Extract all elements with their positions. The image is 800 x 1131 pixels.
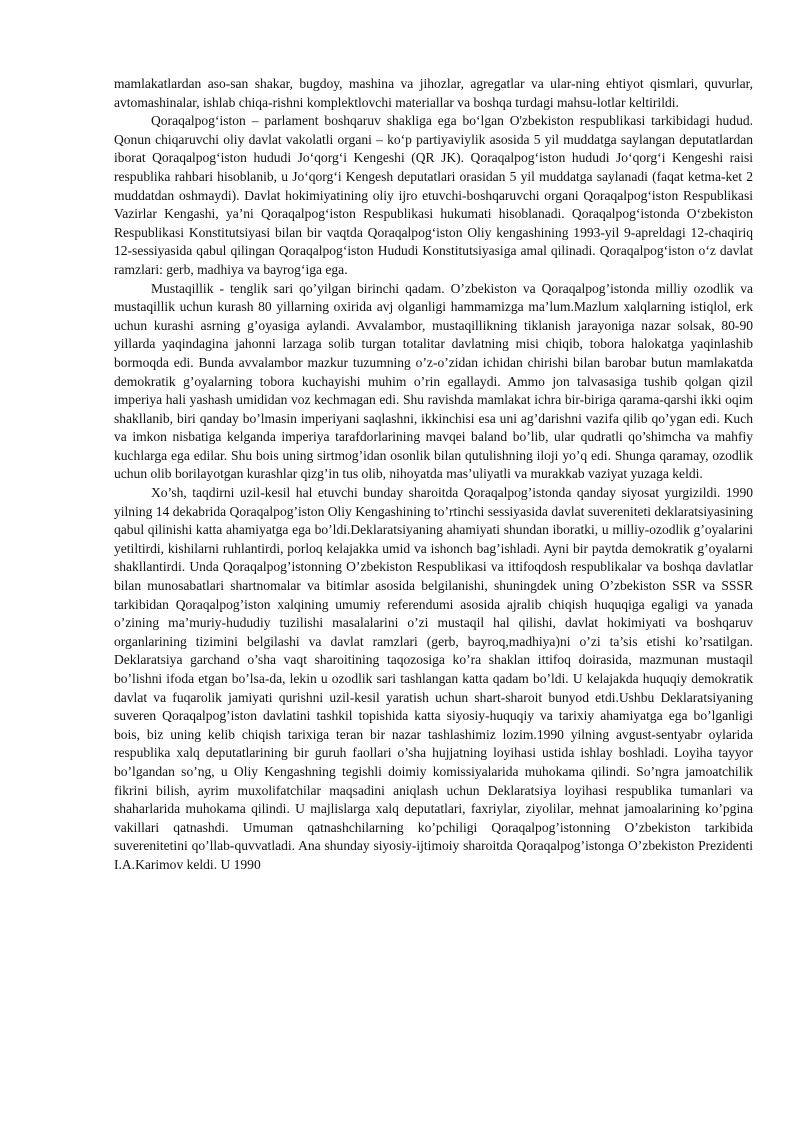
document-page	[114, 75, 753, 875]
paragraph-continuation: mamlakatlardan aso-san shakar, bugdoy, mashina va jihozlar, agregatlar va ular-ning ehtiyot qismlari, quvurlar, avtomashinalar, ishlab chiqa-rishni komplektlovchi materiallar va boshqa turdagi mahsu-lotlar keltirildi.	[114, 76, 753, 110]
paragraph-sovereignty-declaration: Xo’sh, taqdirni uzil-kesil hal etuvchi bunday sharoitda Qoraqalpog’istonda qanday siyosat yurgizildi. 1990 yilning 14 dekabrida Qoraqalpog’iston Oliy Kengashining to’rtinchi sessiyasida davlat suvereniteti deklaratsiyasining qabul qilinishi katta ahamiyatga ega bo’ldi.Deklaratsiyaning ahamiyati shundan iboratki, u milliy-ozodlik g’oyalarini yetiltirdi, kishilarni ruhlantirdi, porloq kelajakka umid va ishonch bag’ishladi. Ayni bir paytda demokratik g’oyalarni shakllantirdi. Unda Qoraqalpog’istonning O’zbekiston Respublikasi va ittifoqdosh respublikalar va boshqa davlatlar bilan munosabatlari shartnomalar va bitimlar asosida belgilanishi, shuningdek uning O’zbekiston SSR va SSSR tarkibidan Qoraqalpog’iston xalqining umumiy referendumi asosida ajralib chiqish huquqiga egaligi va yanada o’zining ma’muriy-hududiy tuzilishi masalalarini o’zi mustaqil hal qilishi, davlat hokimiyati va boshqaruv organlarining tizimini belgilashi va davlat ramzlari (gerb, bayroq,madhiya)ni o’zi ta’sis etishi ko’rsatilgan. Deklaratsiya garchand o’sha vaqt sharoitining taqozosiga ko’ra shaklan ittifoq doirasida, mazmunan mustaqil bo’lishni ifoda etgan bo’lsa-da, lekin u ozodlik sari tashlangan katta qadam bo’ldi. U kelajakda huquqiy demokratik davlat va fuqarolik jamiyati qurishni uzil-kesil yaratish uchun shart-sharoit bunyod etdi.Ushbu Deklaratsiyaning suveren Qoraqalpog’iston davlatini tashkil topishida katta siyosiy-huquqiy va tarixiy ahamiyatga ega bo’lganligi bois, biz uning kelib chiqish tarixiga teran bir nazar tashlashimiz lozim.1990 yilning avgust-sentyabr oylarida respublika xalq deputatlarining bir guruh faollari o’sha hujjatning loyihasi ustida ishlay boshladi. Loyiha tayyor bo’lgandan so’ng, u Oliy Kengashning tegishli doimiy komissiyalarida muhokama qilindi. So’ngra jamoatchilik fikrini bilish, ayrim muxolifatchilar maqsadini aniqlash uchun Deklaratsiya loyihasi respublika tumanlari va shaharlarida muhokama qilindi. U majlislarga xalq deputatlari, faxriylar, ziyolilar, mehnat jamoalarining ko’pgina vakillari qatnashdi. Umuman qatnashchilarning ko’pchiligi Qoraqalpog’istonning O’zbekiston tarkibida suverenitetini qo’llab-quvvatladi. Ana shunday siyosiy-ijtimoiy sharoitda Qoraqalpog’istonga O’zbekiston Prezidenti I.A.Karimov keldi. U 1990	[114, 485, 753, 872]
paragraph-independence: Mustaqillik - tenglik sari qo’yilgan birinchi qadam. O’zbekiston va Qoraqalpog’istonda milliy ozodlik va mustaqillik uchun kurash 80 yillarning oxirida avj olganligi hammamizga ma’lum.Mazlum xalqlarning istiqlol, erk uchun kurashi asrning g’oyasiga aylandi. Avvalambor, mustaqillikning tiklanish jarayoniga nazar solsak, 80-90 yillarda yaqindagina jahonni larzaga solib turgan totalitar davlatning misi chiqib, tobora halokatga yaqinlashib bormoqda edi. Bunda avvalambor mazkur tuzumning o’z-o’zidan ichidan chirishi bilan barobar butun mamlakatda demokratik g’oyalarning tobora kuchayishi muhim o’rin egallaydi. Ammo jon talvasasiga tushib qolgan qizil imperiya hali yashash umididan voz kechmagan edi. Shu ravishda mamlakat ichra bir-biriga qarama-qarshi ikki oqim shakllanib, biri qanday bo’lmasin imperiyani saqlashni, ikkinchisi esa uni ag’darishni vazifa qilib qo’ygan edi. Kuch va imkon nisbatiga kelganda imperiya tarafdorlarining mavqei baland bo’lib, ular qudratli qo’shimcha va mahfiy kuchlarga ega edilar. Shu bois uning sirtmog’idan osonlik bilan qutulishning iloji yo’q edi. Shunga qaramay, ozodlik uchun olib borilayotgan kurashlar qizg’in tus olib, nihoyatda mas’uliyatli va murakkab vaziyat yuzaga keldi.	[114, 280, 753, 482]
paragraph-karakalpakstan-government: Qoraqalpog‘iston – parlament boshqaruv shakliga ega bo‘lgan O'zbekiston respublikasi tarkibidagi hudud. Qonun chiqaruvchi oliy davlat vakolatli organi – ko‘p partiyaviylik asosida 5 yil muddatga saylangan deputatlardan iborat Qoraqalpog‘iston hududi Jo‘qorg‘i Kengeshi (QR JK). Qoraqalpog‘iston hududi Jo‘qorg‘i Kengeshi raisi respublika rahbari hisoblanib, u Jo‘qorg‘i Kengesh deputatlari orasidan 5 yil muddatga saylanadi (faqat ketma-ket 2 muddatdan oshmaydi). Davlat hokimiyatining oliy ijro etuvchi-boshqaruvchi organi Qoraqalpog‘iston Respublikasi Vazirlar Kengashi, ya’ni Qoraqalpog‘iston Respublikasi hukumati hisoblanadi. Qoraqalpog‘istonda O‘zbekiston Respublikasi Konstitutsiyasi bilan bir vaqtda Qoraqalpog‘iston Oliy kengashining 1993-yil 9-apreldagi 12-chaqiriq 12-sessiyasida qabul qilingan Qoraqalpog‘iston Hududi Konstitutsiyasiga amal qilinadi. Qoraqalpog‘iston o‘z davlat ramzlari: gerb, madhiya va bayrog‘iga ega.	[114, 113, 753, 277]
